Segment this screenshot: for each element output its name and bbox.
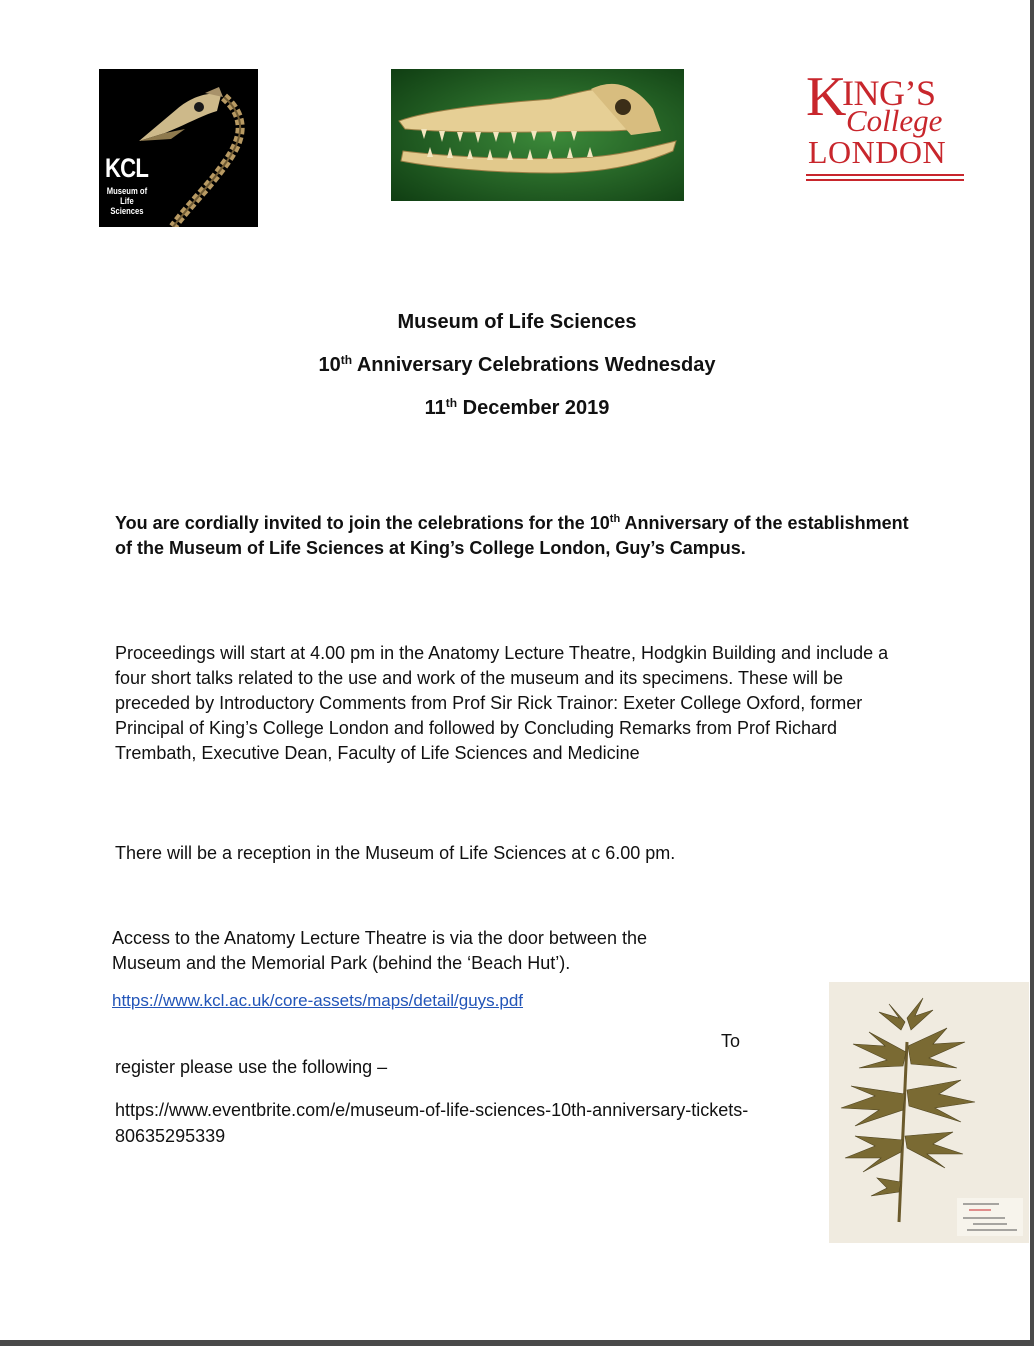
invitation-paragraph: You are cordially invited to join the celebrations for the 10th Anniversary of the establishment of the Museum of Life Sciences at King’s College London, Guy’s Campus.: [115, 513, 909, 558]
kings-logo-london: LONDON: [808, 134, 947, 170]
register-to-word: To: [721, 1031, 741, 1051]
kings-logo-initial: K: [806, 66, 847, 128]
access-paragraph: Access to the Anatomy Lecture Theatre is via the door between the Museum and the Memorial Park (behind the ‘Beach Hut’).: [112, 928, 647, 973]
proceedings-paragraph: Proceedings will start at 4.00 pm in the Anatomy Lecture Theatre, Hodgkin Building and include a four short talks related to the use and work of the museum and its specimens. These will be preceded by Introductory Comments from Prof Sir Rick Trainor: Exeter College Oxford, former Principal of King’s College London and followed by Concluding Remarks from Prof Richard Trembath, Executive Dean, Faculty of Life Sciences and Medicine: [115, 643, 889, 763]
reception-paragraph: There will be a reception in the Museum of Life Sciences at c 6.00 pm.: [115, 843, 676, 863]
kcl-logo-subtitle: Museum of Life Sciences: [106, 186, 148, 216]
campus-map-link[interactable]: https://www.kcl.ac.uk/core-assets/maps/detail/guys.pdf: [112, 991, 524, 1010]
page-edge-bottom: [0, 1340, 1034, 1346]
kings-logo-college: College: [846, 103, 943, 138]
anniversary-heading: 10th Anniversary Celebrations Wednesday: [318, 353, 716, 376]
page-title: Museum of Life Sciences: [397, 311, 637, 333]
eventbrite-url: https://www.eventbrite.com/e/museum-of-life-sciences-10th-anniversary-tickets-80635295339: [115, 1100, 749, 1146]
register-instruction: register please use the following –: [115, 1057, 388, 1077]
kcl-logo-title: KCL: [105, 153, 149, 183]
kings-college-london-logo: [806, 66, 966, 185]
date-heading: 11th December 2019: [424, 396, 610, 419]
kings-logo-kings: ING’S: [842, 73, 936, 113]
page-edge-right: [1030, 0, 1034, 1346]
kings-logo-rule: [806, 179, 964, 181]
crocodile-skull-photo: [391, 69, 684, 201]
kings-logo-rule: [806, 174, 964, 176]
kcl-museum-logo: [99, 69, 258, 227]
herbarium-specimen-photo: [829, 982, 1029, 1243]
